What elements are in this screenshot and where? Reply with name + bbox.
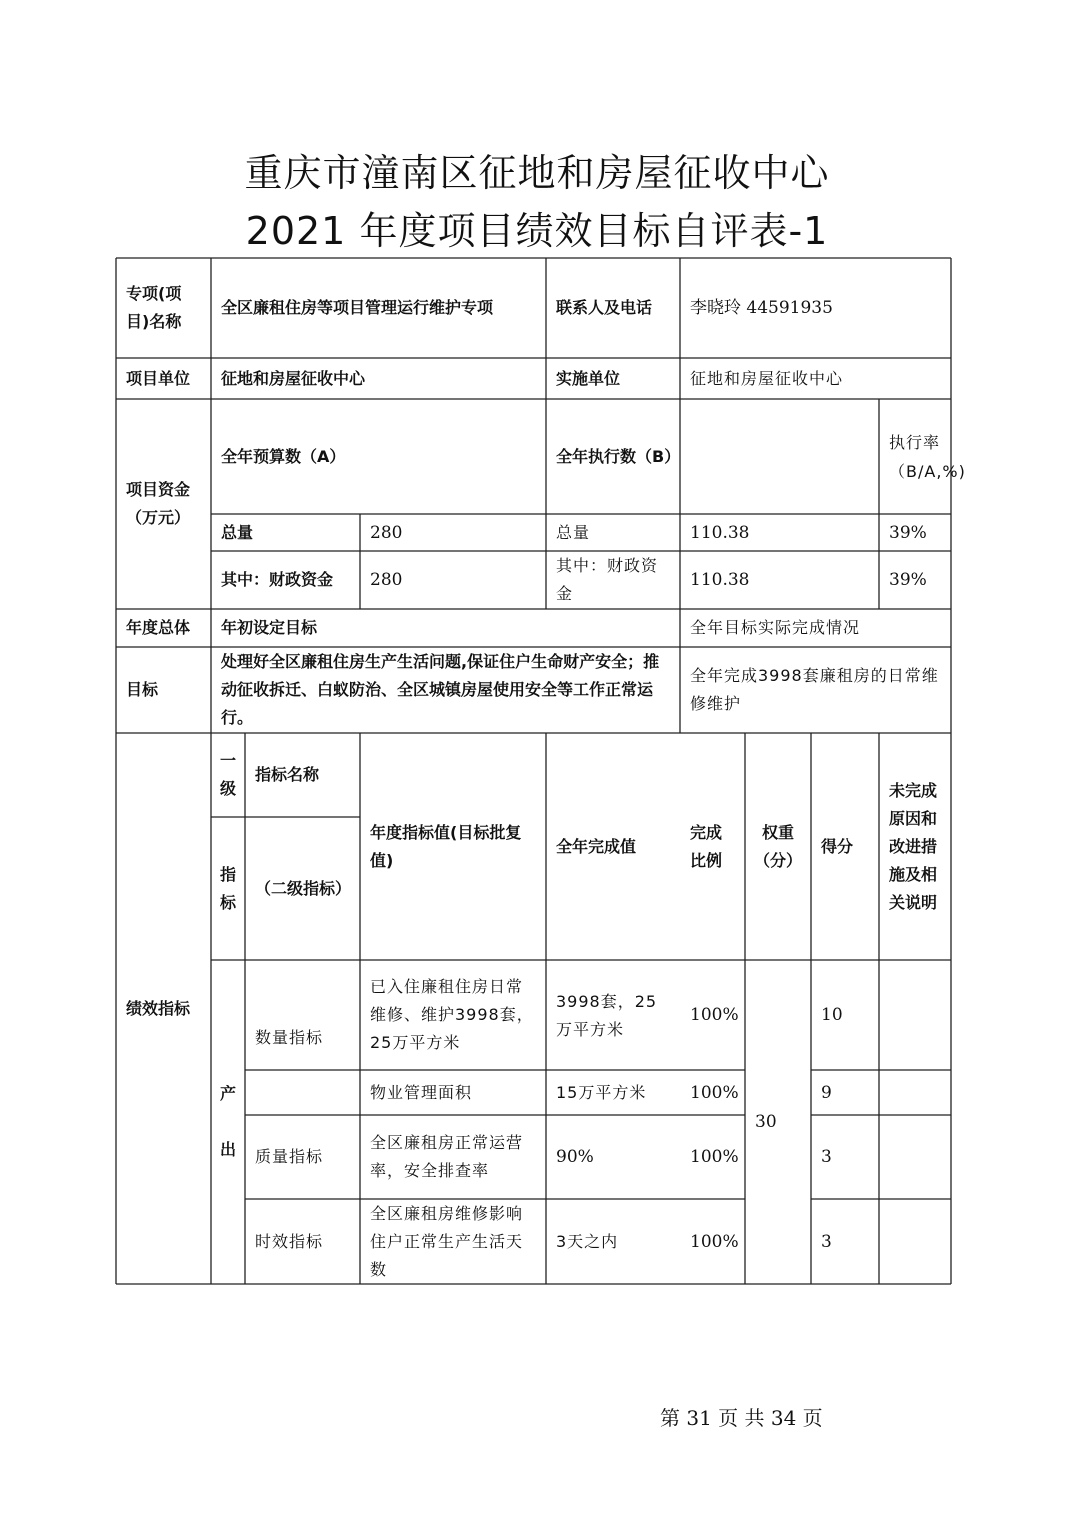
funds-fiscal-exec: 110.38: [690, 570, 750, 590]
level2-quantity: 数量指标: [255, 1027, 324, 1047]
reason-row-3: [879, 1115, 951, 1199]
initial-goal-header: 年初设定目标: [221, 618, 318, 637]
initial-goal-text: 处理好全区廉租住房生产生活问题,保证住户生命财产安全；推动征收拆迁、白蚁防治、全区城镇房屋使用安全等工作正常运行。: [221, 652, 660, 727]
level2-quality: 质量指标: [255, 1147, 324, 1166]
project-name-label: 专项(项目)名称: [126, 284, 182, 331]
level1-header-top: 一 级: [219, 751, 236, 798]
funds-fiscal-budget: 280: [370, 570, 403, 590]
actual-goal-text: 全年完成3998套廉租房的日常维修维护: [690, 666, 939, 713]
goals-label-bottom: 目标: [126, 680, 159, 699]
impl-unit-label: 实施单位: [556, 368, 621, 388]
target-row-2: 物业管理面积: [370, 1082, 473, 1102]
reason-row-4: [879, 1199, 951, 1284]
funds-fiscal-label: 其中：财政资金: [221, 570, 334, 589]
ratio-row-1: 100%: [690, 1005, 739, 1025]
contact-value: 李晓玲 44591935: [690, 298, 833, 318]
reason-header: 未完成原因和改进措施及相关说明: [889, 780, 938, 912]
target-row-4: 全区廉租房维修影响住户正常生产生活天数: [370, 1203, 524, 1279]
actual-row-2: 15万平方米: [556, 1082, 647, 1102]
funds-fiscal-exec-label: 其中：财政资金: [556, 556, 659, 603]
ratio-row-4: 100%: [690, 1231, 739, 1252]
reason-row-2: [879, 1070, 951, 1115]
document-title: 重庆市潼南区征地和房屋征收中心: [244, 151, 830, 195]
funds-total-label: 总量: [221, 522, 254, 542]
target-row-3: 全区廉租房正常运营率，安全排查率: [370, 1133, 524, 1180]
ratio-row-2: 100%: [690, 1082, 739, 1103]
document-subtitle: 2021 年度项目绩效目标自评表-1: [245, 209, 829, 253]
score-header: 得分: [821, 836, 854, 856]
score-row-1: 10: [821, 1005, 843, 1025]
project-unit-value: 征地和房屋征收中心: [221, 368, 366, 388]
exec-header: 全年执行数（B）: [556, 446, 681, 466]
funds-label: 项目资金（万元）: [126, 480, 191, 527]
ratio-header: 完成比例: [690, 822, 723, 870]
funds-total-rate: 39%: [889, 522, 927, 543]
score-row-2: 9: [821, 1082, 832, 1103]
level2-header: （二级指标）: [255, 878, 352, 898]
actual-row-3: 90%: [556, 1147, 594, 1167]
rate-header: 执行率（B/A,%): [889, 432, 966, 481]
reason-row-1: [879, 960, 951, 1070]
weight-header: 权重（分）: [754, 822, 803, 870]
level1-category: 产出: [219, 1084, 236, 1159]
actual-row-1: 3998套，25万平方米: [556, 992, 658, 1039]
ratio-row-3: 100%: [690, 1147, 739, 1167]
actual-header: 全年完成值: [556, 836, 637, 856]
goals-label-top: 年度总体: [126, 618, 191, 637]
level2-timeliness: 时效指标: [255, 1231, 324, 1251]
project-unit-label: 项目单位: [126, 368, 191, 388]
funds-total-budget: 280: [370, 522, 403, 543]
project-name-value: 全区廉租住房等项目管理运行维护专项: [221, 298, 494, 317]
contact-label: 联系人及电话: [556, 298, 653, 317]
funds-fiscal-rate: 39%: [889, 570, 927, 590]
name-header: 指标名称: [255, 765, 320, 784]
funds-total-exec: 110.38: [690, 522, 750, 543]
level1-header-bottom: 指 标: [219, 864, 236, 912]
impl-unit-value: 征地和房屋征收中心: [690, 368, 844, 388]
score-row-4: 3: [821, 1231, 832, 1252]
page-footer: 第 31 页 共 34 页: [660, 1406, 823, 1430]
target-header: 年度指标值(目标批复值): [370, 822, 522, 870]
actual-row-4: 3天之内: [556, 1231, 619, 1251]
score-row-3: 3: [821, 1147, 832, 1167]
actual-goal-header: 全年目标实际完成情况: [690, 618, 861, 637]
funds-total-exec-label: 总量: [556, 522, 591, 542]
weight-value: 30: [755, 1112, 777, 1132]
target-row-1: 已入住廉租住房日常维修、维护3998套，25万平方米: [370, 977, 534, 1052]
indicators-label: 绩效指标: [126, 998, 191, 1018]
budget-header: 全年预算数（A）: [221, 446, 346, 466]
